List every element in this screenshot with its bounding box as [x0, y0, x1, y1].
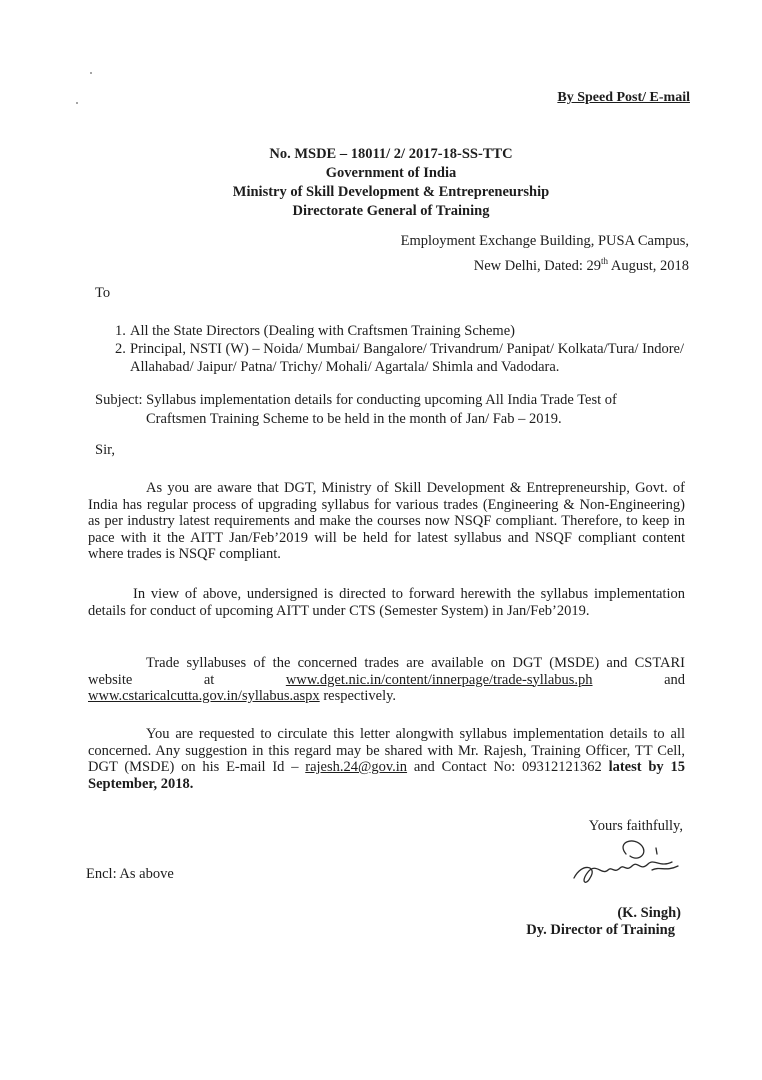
paragraph-1: As you are aware that DGT, Ministry of Skill Development & Entrepreneurship, Govt. of India has regular process of upgrading syllabus for various trades (Engineering & Non-Engineering) as per industry latest requirements and make the courses now NSQF compliant. Therefore, to keep in pace with it the AITT Jan/Feb’2019 will be held for latest syllabus and NSQF compliant content where trades is NSQF compliant. — [88, 480, 685, 562]
handwritten-signature — [568, 832, 688, 892]
scan-speck — [90, 72, 92, 74]
to-label: To — [95, 285, 111, 301]
closing: Yours faithfully, — [588, 818, 683, 834]
reference-number: No. MSDE – 18011/ 2/ 2017-18-SS-TTC — [269, 146, 513, 162]
paragraph-3: Trade syllabuses of the concerned trades are available on DGT (MSDE) and CSTARI website at www.dget.nic.in/content/innerpage/trade-syllabus.ph and www.cstaricalcutta.gov.in/syllabus.aspx respectively. — [88, 655, 685, 704]
subject-line: Subject: Syllabus implementation details for conducting upcoming All India Trade Test of Craftsmen Training Scheme to be held in the month of Jan/ Fab – 2019. — [95, 392, 617, 427]
signatory-designation: Dy. Director of Training — [526, 922, 675, 938]
email-link[interactable]: rajesh.24@gov.in — [305, 759, 408, 775]
delivery-mode: By Speed Post/ E-mail — [557, 90, 690, 105]
letter-header — [0, 145, 762, 221]
directorate-line: Directorate General of Training — [292, 203, 490, 219]
signatory-name: (K. Singh) — [617, 905, 681, 921]
cstari-syllabus-link[interactable]: www.cstaricalcutta.gov.in/syllabus.aspx — [88, 688, 320, 704]
list-item: 1. All the State Directors (Dealing with Craftsmen Training Scheme) — [115, 323, 515, 339]
deadline-text: latest by 15 September, 2018. — [88, 759, 685, 792]
date-line: New Delhi, Dated: 29th August, 2018 — [473, 255, 689, 274]
dget-syllabus-link[interactable]: www.dget.nic.in/content/innerpage/trade-syllabus.ph — [285, 671, 593, 688]
government-line: Government of India — [325, 165, 457, 181]
address-line-1: Employment Exchange Building, PUSA Campus, — [400, 233, 689, 249]
recipient-list — [115, 322, 695, 376]
scan-speck — [76, 102, 78, 104]
salutation: Sir, — [95, 442, 115, 458]
paragraph-2: In view of above, undersigned is directed to forward herewith the syllabus implementation details for conduct of upcoming AITT under CTS (Semester System) in Jan/Feb’2019. — [88, 586, 685, 619]
sender-address — [401, 232, 689, 276]
ministry-line: Ministry of Skill Development & Entrepreneurship — [232, 184, 550, 200]
paragraph-4: You are requested to circulate this letter alongwith syllabus implementation details to all concerned. Any suggestion in this regard may be shared with Mr. Rajesh, Training Officer, TT Cell, DGT (MSDE) on his E-mail Id – rajesh.24@gov.in and Contact No: 09312121362 latest by 15 September, 2018. — [88, 726, 685, 792]
enclosure-note: Encl: As above — [86, 866, 174, 882]
list-item: 2. Principal, NSTI (W) – Noida/ Mumbai/ Bangalore/ Trivandrum/ Panipat/ Kolkata/Tura/ Indore/ Allahabad/ Jaipur/ Patna/ Trichy/ Mohali/ Agartala/ Shimla and Vadodara. — [115, 341, 685, 375]
